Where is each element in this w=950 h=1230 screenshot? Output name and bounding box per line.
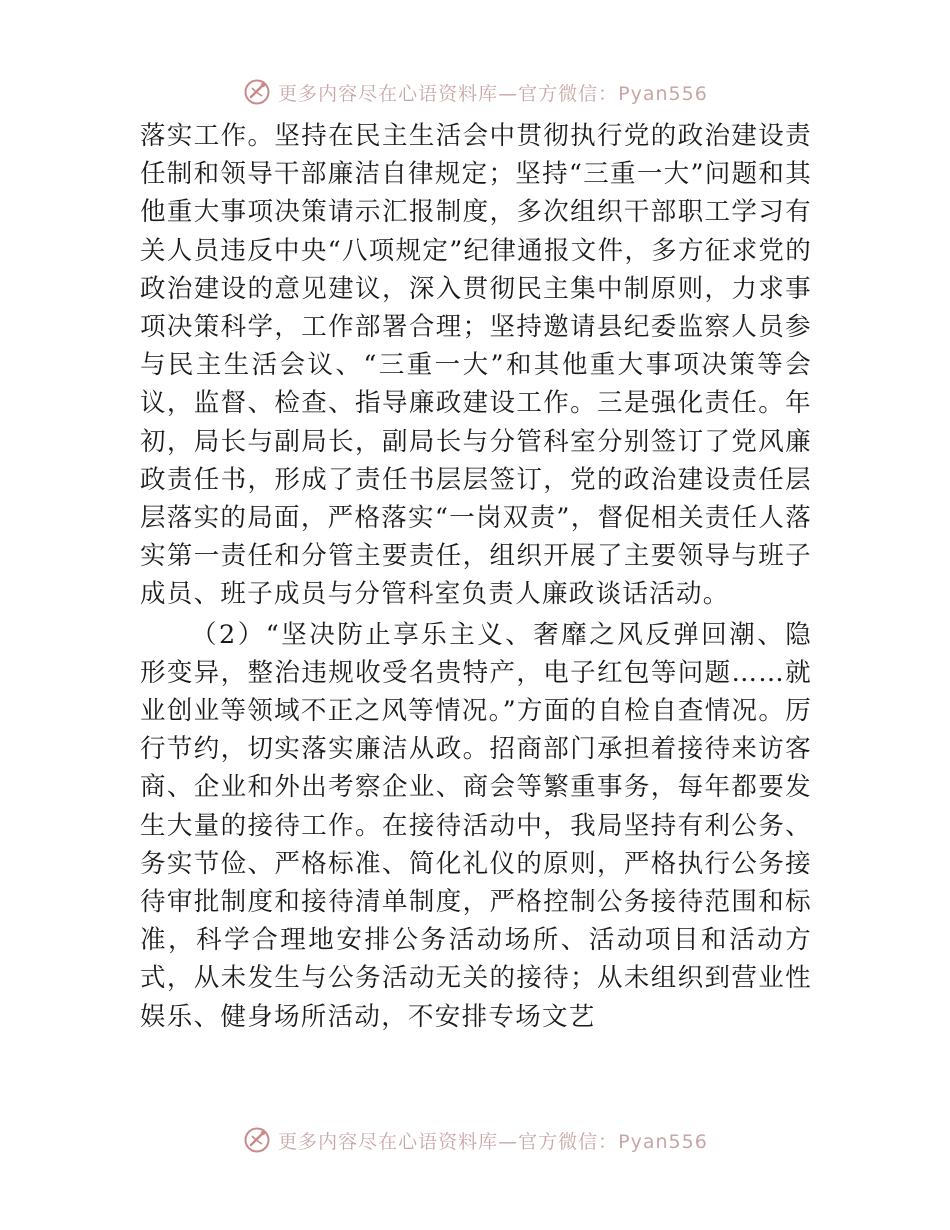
stamp-logo-icon bbox=[242, 77, 272, 107]
document-body bbox=[140, 117, 812, 1036]
paragraph: 落实工作。坚持在民主生活会中贯彻执行党的政治建设责任制和领导干部廉洁自律规定；坚持“三重一大”问题和其他重大事项决策请示汇报制度，多次组织干部职工学习有关人员违反中央“八项规定”纪律通报文件，多方征求党的政治建设的意见建议，深入贯彻民主集中制原则，力求事项决策科学，工作部署合理；坚持邀请县纪委监察人员参与民主生活会议、“三重一大”和其他重大事项决策等会议，监督、检查、指导廉政建设工作。三是强化责任。年初，局长与副局长，副局长与分管科室分别签订了党风廉政责任书，形成了责任书层层签订，党的政治建设责任层层落实的局面，严格落实“一岗双责”，督促相关责任人落实第一责任和分管主要责任，组织开展了主要领导与班子成员、班子成员与分管科室负责人廉政谈话活动。 bbox=[140, 121, 812, 610]
footer-watermark bbox=[0, 1120, 950, 1160]
watermark-text: 更多内容尽在心语资料库—官方微信：Pyan556 bbox=[278, 1130, 708, 1153]
stamp-logo-icon bbox=[242, 1125, 272, 1155]
watermark-text: 更多内容尽在心语资料库—官方微信：Pyan556 bbox=[278, 82, 708, 105]
paragraph: （2）“坚决防止享乐主义、奢靡之风反弹回潮、隐形变异，整治违规收受名贵特产，电子红包等问题……就业创业等领域不正之风等情况。”方面的自检自查情况。厉行节约，切实落实廉洁从政。招商部门承担着接待来访客商、企业和外出考察企业、商会等繁重事务，每年都要发生大量的接待工作。在接待活动中，我局坚持有利公务、务实节俭、严格标准、简化礼仪的原则，严格执行公务接待审批制度和接待清单制度，严格控制公务接待范围和标准，科学合理地安排公务活动场所、活动项目和活动方式，从未发生与公务活动无关的接待；从未组织到营业性娱乐、健身场所活动，不安排专场文艺 bbox=[140, 619, 812, 1032]
header-watermark bbox=[0, 72, 950, 112]
